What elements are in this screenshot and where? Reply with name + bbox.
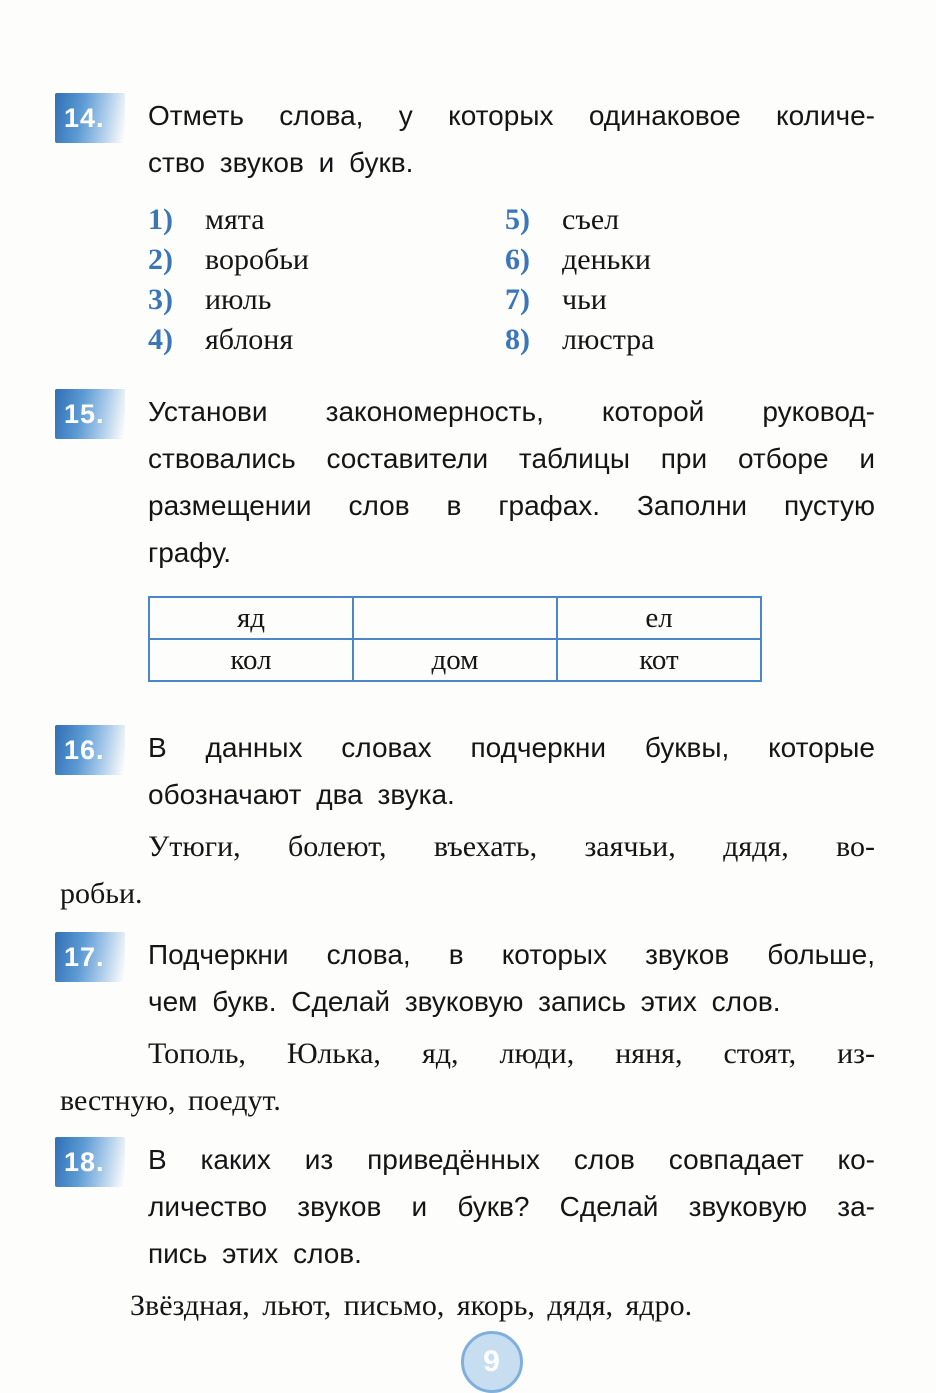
instruction-line: В каких из приведённых слов совпадает ко- <box>148 1144 875 1175</box>
option-number: 5) <box>505 203 530 236</box>
task-17-words <box>60 1030 875 1124</box>
task-14 <box>60 92 875 360</box>
table-cell: кот <box>557 639 761 681</box>
task-17-instruction <box>148 931 875 1025</box>
word-line: Звёздная, льют, письмо, якорь, дядя, ядро. <box>130 1289 693 1322</box>
instruction-line: ствовались составители таблицы при отборе и <box>148 443 875 474</box>
instruction-line: ство звуков и букв. <box>148 147 414 178</box>
option-word: люстра <box>562 323 655 356</box>
instruction-line: пись этих слов. <box>148 1238 362 1269</box>
option-word: мята <box>205 203 265 236</box>
option-word: чьи <box>562 283 607 316</box>
option-number: 7) <box>505 283 530 316</box>
option-word: деньки <box>562 243 651 276</box>
table-cell-empty <box>353 597 557 639</box>
option-number: 4) <box>148 323 173 356</box>
task-18-instruction <box>148 1136 875 1277</box>
task-16-instruction <box>148 724 875 818</box>
instruction-line: графу. <box>148 537 232 568</box>
word-line: Тополь, Юлька, яд, люди, няня, стоят, из- <box>148 1037 875 1070</box>
list-item <box>148 280 505 320</box>
option-word: яблоня <box>205 323 294 356</box>
list-item <box>505 240 655 280</box>
instruction-line: личество звуков и букв? Сделай звуковую за- <box>148 1191 875 1222</box>
option-number: 6) <box>505 243 530 276</box>
options-right-column <box>505 200 655 360</box>
option-word: воробьи <box>205 243 309 276</box>
table-row <box>149 597 761 639</box>
list-item <box>505 200 655 240</box>
task-18 <box>60 1136 875 1329</box>
task-14-options <box>60 200 875 360</box>
option-number: 3) <box>148 283 173 316</box>
table-cell: яд <box>149 597 353 639</box>
options-left-column <box>148 200 505 360</box>
list-item <box>505 280 655 320</box>
instruction-line: Отметь слова, у которых одинаковое количе- <box>148 100 875 131</box>
option-number: 1) <box>148 203 173 236</box>
instruction-line: размещении слов в графах. Заполни пустую <box>148 490 875 521</box>
option-number: 8) <box>505 323 530 356</box>
option-word: июль <box>205 283 272 316</box>
task-18-number-badge: 18. <box>55 1137 125 1187</box>
task-16-number-badge: 16. <box>55 725 125 775</box>
task-17 <box>60 931 875 1124</box>
instruction-line: Установи закономерность, которой руковод- <box>148 396 875 427</box>
list-item <box>148 240 505 280</box>
task-16-words <box>60 823 875 917</box>
task-17-number-badge: 17. <box>55 932 125 982</box>
task-14-number-badge: 14. <box>55 93 125 143</box>
table-cell: дом <box>353 639 557 681</box>
task-15-instruction <box>148 388 875 576</box>
table-cell: ел <box>557 597 761 639</box>
word-line: вестную, поедут. <box>60 1084 281 1117</box>
task-15 <box>60 388 875 682</box>
task-16 <box>60 724 875 917</box>
word-line: робьи. <box>60 877 143 910</box>
table-row <box>149 639 761 681</box>
page-footer <box>60 1331 875 1393</box>
page-number-badge <box>461 1331 523 1393</box>
page-number: 9 <box>483 1345 500 1378</box>
task-18-words <box>60 1282 875 1329</box>
task-15-number-badge: 15. <box>55 389 125 439</box>
table-cell: кол <box>149 639 353 681</box>
task-14-instruction <box>148 92 875 186</box>
instruction-line: Подчеркни слова, в которых звуков больше, <box>148 939 875 970</box>
list-item <box>505 320 655 360</box>
instruction-line: обозначают два звука. <box>148 779 455 810</box>
list-item <box>148 200 505 240</box>
word-line: Утюги, болеют, въехать, заячьи, дядя, во- <box>148 830 875 863</box>
word-pattern-table <box>148 596 762 682</box>
instruction-line: чем букв. Сделай звуковую запись этих слов. <box>148 986 781 1017</box>
instruction-line: В данных словах подчеркни буквы, которые <box>148 732 875 763</box>
option-number: 2) <box>148 243 173 276</box>
list-item <box>148 320 505 360</box>
option-word: съел <box>562 203 620 236</box>
